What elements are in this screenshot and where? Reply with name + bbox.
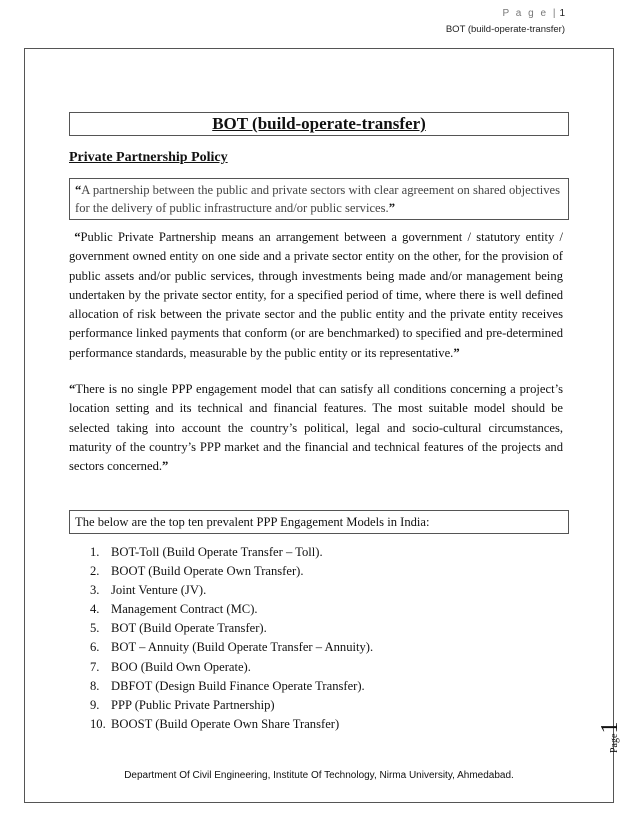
definition-quote <box>69 178 569 220</box>
list-item <box>90 677 373 696</box>
list-number: 5. <box>90 621 100 636</box>
list-number: 7. <box>90 659 100 674</box>
list-number: 3. <box>90 583 100 598</box>
paragraph-close-mark: ” <box>162 459 169 474</box>
side-page-number <box>597 703 623 753</box>
engagement-model-paragraph <box>69 380 563 476</box>
page-number-line <box>446 8 565 19</box>
list-number: 2. <box>90 564 100 579</box>
list-text: PPP (Public Private Partnership) <box>111 697 275 712</box>
list-text: BOO (Build Own Operate). <box>111 659 251 674</box>
list-item <box>90 562 373 581</box>
document-title: BOT (build-operate-transfer) <box>69 112 569 136</box>
header-doc-title: BOT (build-operate-transfer) <box>445 24 565 35</box>
list-text: BOT (Build Operate Transfer). <box>111 621 267 636</box>
footer-department: Department Of Civil Engineering, Institute Of Technology, Nirma University, Ahmedabad. <box>124 770 514 781</box>
paragraph-open-mark: “ <box>69 382 76 396</box>
page-separator: | <box>552 8 558 19</box>
paragraph-open-mark: “ <box>74 230 81 244</box>
ppp-models-list <box>90 543 373 734</box>
paragraph-text: There is no single PPP engagement model that can satisfy all conditions concerning a project’s location setting and its technical and financial features. The most suitable model should be selected taking into account the country’s political, legal and socio-cultural circumstances, maturity of the country’s PPP market and the financial and technical features of the projects and sectors concerned. <box>69 382 563 474</box>
paragraph-text: Public Private Partnership means an arrangement between a government / statutory entity / government owned entity on one side and a private sector entity on the other, for the provision of public assets and/or public services, through investments being made and/or management being undertaken by the private sector entity, for a specified period of time, where there is well defined allocation of risk between the private sector and the public entity and the private entity receives performance linked payments that conform (or are benchmarked) to specified and pre-determined performance standards, measurable by the public entity or its representative. <box>69 230 563 360</box>
list-item <box>90 581 373 600</box>
list-item <box>90 638 373 657</box>
list-item <box>90 696 373 715</box>
list-text: DBFOT (Design Build Finance Operate Transfer). <box>111 678 365 693</box>
list-number: 10. <box>90 716 106 731</box>
quote-open-mark: “ <box>75 183 82 197</box>
section-heading: Private Partnership Policy <box>69 150 228 165</box>
list-number: 9. <box>90 697 100 712</box>
models-intro-box: The below are the top ten prevalent PPP Engagement Models in India: <box>69 510 569 534</box>
list-number: 1. <box>90 545 100 559</box>
ppp-definition-paragraph <box>69 228 563 363</box>
list-text: BOT-Toll (Build Operate Transfer – Toll). <box>111 545 323 559</box>
quote-text: A partnership between the public and private sectors with clear agreement on shared objectives for the delivery of public infrastructure and/or public services. <box>75 183 561 215</box>
list-text: BOOST (Build Operate Own Share Transfer) <box>111 716 340 731</box>
list-item <box>90 600 373 619</box>
side-page-label: Page <box>609 733 620 753</box>
quote-close-mark: ” <box>388 201 395 215</box>
list-item <box>90 658 373 677</box>
list-item <box>90 715 373 734</box>
side-page-digit: 1 <box>597 721 623 734</box>
paragraph-close-mark: ” <box>453 345 460 360</box>
list-text: BOT – Annuity (Build Operate Transfer – Annuity). <box>111 640 374 655</box>
list-item <box>90 619 373 638</box>
list-text: Management Contract (MC). <box>111 602 258 617</box>
list-text: BOOT (Build Operate Own Transfer). <box>111 564 304 579</box>
list-number: 4. <box>90 602 100 617</box>
page-label: P a g e <box>502 8 549 19</box>
page-header <box>446 8 565 35</box>
list-item <box>90 543 373 562</box>
list-number: 6. <box>90 640 100 655</box>
page-number: 1 <box>559 8 565 19</box>
list-number: 8. <box>90 678 100 693</box>
list-text: Joint Venture (JV). <box>111 583 207 598</box>
